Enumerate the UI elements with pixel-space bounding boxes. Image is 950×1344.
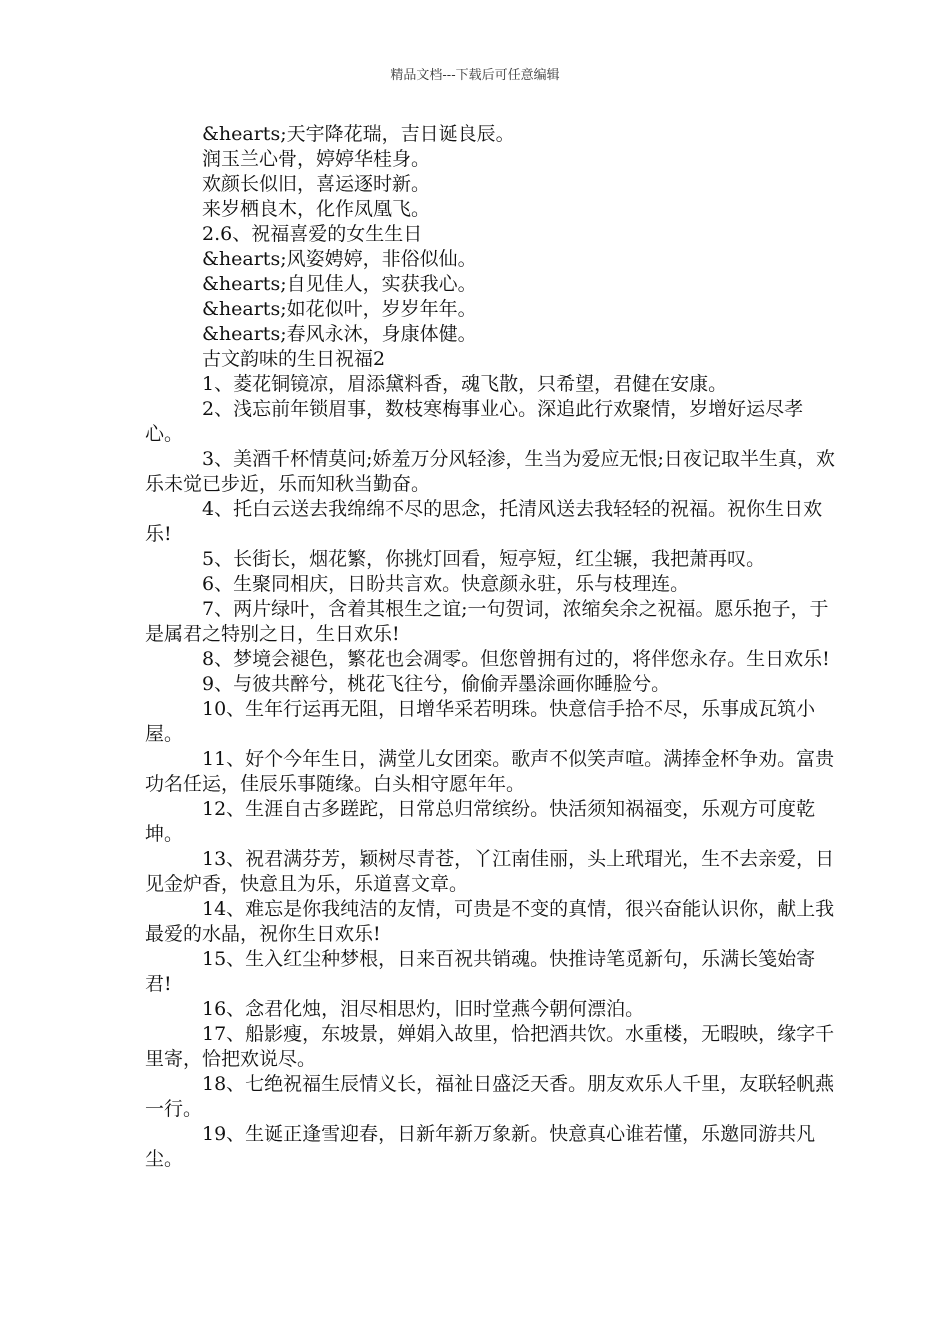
list-item: 11、好个今年生日，满堂儿女团栾。歌声不似笑声喧。满捧金杯争劝。富贵功名任运，佳辰乐事随缘。白头相守愿年年。 bbox=[145, 748, 835, 795]
list-item: 14、难忘是你我纯洁的友情，可贵是不变的真情，很兴奋能认识你，献上我最爱的水晶，祝你生日欢乐! bbox=[145, 898, 835, 945]
paragraph: 欢颜长似旧，喜运逐时新。 bbox=[202, 173, 431, 195]
list-item: 15、生入红尘种梦根，日来百祝共销魂。快推诗笔觅新句，乐满长笺始寄君! bbox=[145, 948, 816, 995]
page-header: 精品文档---下载后可任意编辑 bbox=[390, 68, 560, 83]
list-item: 18、七绝祝福生辰情义长，福祉日盛泛天香。朋友欢乐人千里，友联轻帆燕一行。 bbox=[145, 1073, 835, 1120]
paragraph: 润玉兰心骨，婷婷华桂身。 bbox=[202, 148, 431, 170]
list-item: 8、梦境会褪色，繁花也会凋零。但您曾拥有过的，将伴您永存。生日欢乐! bbox=[202, 648, 830, 670]
paragraph: &hearts;春风永沐，身康体健。 bbox=[202, 323, 477, 345]
list-item: 7、两片绿叶，含着其根生之谊;一句贺词，浓缩矣余之祝福。愿乐抱子，于是属君之特别之日，生日欢乐! bbox=[145, 598, 829, 645]
list-item: 4、托白云送去我绵绵不尽的思念，托清风送去我轻轻的祝福。祝你生日欢乐! bbox=[145, 498, 823, 545]
list-item: 6、生聚同相庆，日盼共言欢。快意颜永驻，乐与枝理连。 bbox=[202, 573, 690, 595]
document-body bbox=[145, 122, 835, 1172]
list-item: 10、生年行运再无阻，日增华采若明珠。快意信手拾不尽，乐事成瓦筑小屋。 bbox=[145, 698, 816, 745]
paragraph: &hearts;天宇降花瑞，吉日诞良辰。 bbox=[202, 123, 515, 145]
list-item: 2、浅忘前年锁眉事，数枝寒梅事业心。深追此行欢聚情，岁增好运尽孝心。 bbox=[145, 398, 804, 445]
list-item: 12、生涯自古多蹉跎，日常总归常缤纷。快活须知祸福变，乐观方可度乾坤。 bbox=[145, 798, 816, 845]
paragraph: &hearts;自见佳人，实获我心。 bbox=[202, 273, 477, 295]
paragraph: 来岁栖良木，化作凤凰飞。 bbox=[202, 198, 431, 220]
section-heading: 古文韵味的生日祝福2 bbox=[202, 348, 386, 370]
paragraph: &hearts;如花似叶，岁岁年年。 bbox=[202, 298, 477, 320]
paragraph: &hearts;风姿娉婷，非俗似仙。 bbox=[202, 248, 477, 270]
list-item: 1、菱花铜镜凉，眉添黛料香，魂飞散，只希望，君健在安康。 bbox=[202, 373, 728, 395]
list-item: 13、祝君满芬芳，颖树尽青苍，丫江南佳丽，头上玳瑁光，生不去亲爱，日见金炉香，快意且为乐，乐道喜文章。 bbox=[145, 848, 835, 895]
list-item: 5、长街长，烟花繁，你挑灯回看，短亭短，红尘辗，我把萧再叹。 bbox=[202, 548, 766, 570]
list-item: 16、念君化烛，泪尽相思灼，旧时堂燕今朝何漂泊。 bbox=[202, 998, 645, 1020]
list-item: 19、生诞正逢雪迎春，日新年新万象新。快意真心谁若懂，乐邀同游共凡尘。 bbox=[145, 1123, 816, 1170]
section-heading: 2.6、祝福喜爱的女生生日 bbox=[202, 223, 423, 245]
list-item: 17、船影瘦，东坡景，婵娟入故里，恰把酒共饮。水重楼，无暇映，缘字千里寄，恰把欢说尽。 bbox=[145, 1023, 835, 1070]
list-item: 3、美酒千杯情莫问;娇羞万分风轻渗，生当为爱应无恨;日夜记取半生真，欢乐未觉已步近，乐而知秋当勤奋。 bbox=[145, 448, 835, 495]
list-item: 9、与彼共醉兮，桃花飞往兮，偷偷弄墨涂画你睡脸兮。 bbox=[202, 673, 671, 695]
